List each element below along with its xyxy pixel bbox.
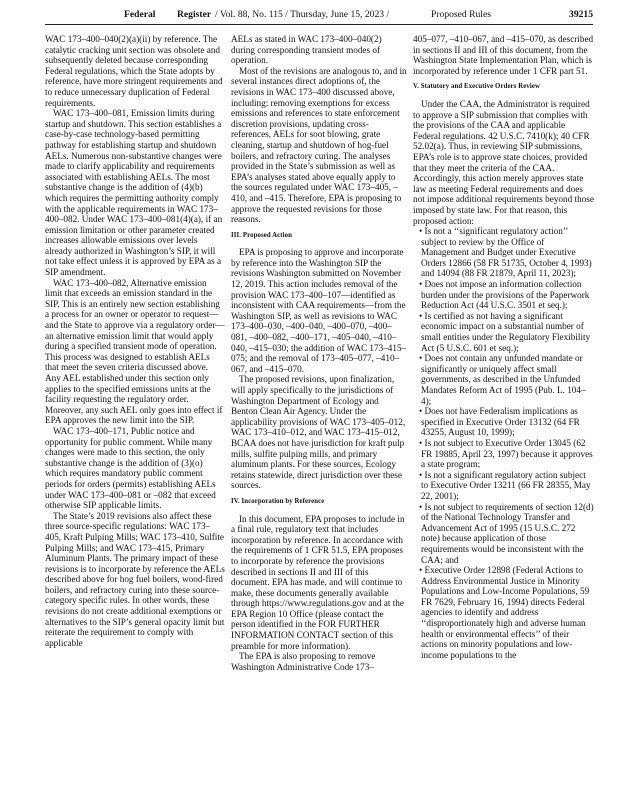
col1-para-1: WAC 173–400–040(2)(a)(ii) by reference. The catalytic cracking unit section was obsolete and subsequently deleted because corresponding Federal regulations, which the State adopts by reference, have more stringent requirements and to reduce unnecessary duplication of Federal requirements. bbox=[45, 34, 223, 108]
running-header bbox=[45, 6, 593, 24]
section-heading-statutory-review: V. Statutory and Executive Orders Review bbox=[413, 83, 540, 91]
bullet-item: • Is not a significant regulatory action subject to Executive Order 13211 (66 FR 28355, May 22, 2001); bbox=[419, 469, 591, 501]
column-3 bbox=[413, 34, 594, 660]
col2-para-1: AELs as stated in WAC 173–400–040(2) during corresponding transient modes of operation. bbox=[231, 34, 382, 66]
column-2 bbox=[231, 34, 407, 672]
bullet-item: • Does not impose an information collection burden under the provisions of the Paperwork Reduction Act (44 U.S.C. 3501 et seq.); bbox=[419, 279, 590, 311]
col1-para-5: The State’s 2019 revisions also affect these three source-specific regulations: WAC 173–405, Kraft Pulping Mills; WAC 173–410, Sulfite Pulping Mills; and WAC 173–415, Primary Aluminum Plants. The primary impact of these revisions is to incorporate by reference the AELs described above for hog fuel boilers, wood-fired boilers, and refractory curing into these source-category specific rules. In other words, these revisions do not create additional exemptions or alternatives to the SIP’s general opacity limit but reiterate the requirement to comply with applicable bbox=[45, 510, 225, 648]
col1-para-2: WAC 173–400–081, Emission limits during startup and shutdown. This section establishes a case-by-case technology-based permitting pathway for establishing startup and shutdown AELs. Numerous non-substantive changes were made to clarify applicability and requirements associated with establishing AELs. The most substantive change is the addition of (4)(b) which requires the permitting authority comply with the applicable requirements in WAC 173–400–082. Under WAC 173–400–081(4)(a), if an emission limitation or other parameter created increases allowable emissions over levels already authorized in Washington’s SIP, it will not take effect unless it is approved by EPA as a SIP amendment. bbox=[45, 108, 223, 278]
bullet-item: • Does not contain any unfunded mandate or significantly or uniquely affect small governments, as described in the Unfunded Mandates Reform Act of 1995 (Pub. L. 104–4); bbox=[419, 353, 586, 406]
col3-para-1: 405–077, –410–067, and –415–070, as described in sections II and III of this document, from the Washington State Implementation Plan, which is incorporated by reference under 1 CFR part 51. bbox=[413, 34, 594, 76]
bullet-item: • Is not a ‘‘significant regulatory action’’ subject to review by the Office of Management and Budget under Executive Orders 12866 (58 FR 51735, October 4, 1993) and 14094 (88 FR 21879, April 11, 2023); bbox=[419, 226, 592, 279]
column-1 bbox=[45, 34, 225, 648]
col2-para-5: In this document, EPA proposes to include in a final rule, regulatory text that includes incorporation by reference. In accordance with the requirements of 1 CFR 51.5, EPA proposes to incorporate by reference the provisions described in sections II and III of this document. EPA has made, and will continue to make, these documents generally available through https://www.regulations.gov and at the EPA Region 10 Office (please contact the person identified in the FOR FURTHER INFORMATION CONTACT section of this preamble for more information). bbox=[231, 513, 405, 651]
col2-para-6: The EPA is also proposing to remove Washington Administrative Code 173– bbox=[231, 651, 376, 672]
header-page-number: 39215 bbox=[569, 9, 593, 20]
bullet-item: • Is not subject to requirements of section 12(d) of the National Technology Transfer and Advancement Act of 1995 (15 U.S.C. 272 note) because application of those requirements would be inconsistent with the CAA; and bbox=[419, 501, 594, 565]
header-section: Proposed Rules bbox=[431, 9, 491, 20]
bullet-item: • Executive Order 12898 (Federal Actions to Address Environmental Justice in Minority Populations and Low-Income Populations, 59 FR 7629, February 16, 1994) directs Federal agencies to identify and address ‘‘disproportionately high and adverse human health or environmental effects’’ of their actions on minority populations and low-income populations to the bbox=[419, 565, 590, 660]
section-heading-incorporation: IV. Incorporation by Reference bbox=[231, 497, 325, 505]
header-volume-date: / Vol. 88, No. 115 / Thursday, June 15, 2023 / bbox=[215, 9, 390, 20]
col1-para-4: WAC 173–400–171, Public notice and opportunity for public comment. While many changes were made to this section, the only substantive change is the addition of (3)(o) which requires mandatory public comment periods for orders (permits) establishing AELs under WAC 173–400–081 or –082 that exceed otherwise SIP applicable limits. bbox=[45, 425, 216, 511]
header-register: Register bbox=[177, 9, 212, 20]
bullet-item: • Is not subject to Executive Order 13045 (62 FR 19885, April 23, 1997) because it approves a state program; bbox=[419, 437, 593, 470]
bullet-item: • Is certified as not having a significant economic impact on a substantial number of small entities under the Regulatory Flexibility Act (5 U.S.C. 601 et seq.); bbox=[419, 310, 591, 353]
bullet-item: • Does not have Federalism implications as specified in Executive Order 13132 (64 FR 43255, August 10, 1999); bbox=[419, 406, 580, 438]
col1-para-3: WAC 173–400–082, Alternative emission limit that exceeds an emission standard in the SIP. This is an entirely new section establishing a process for an owner or operator to request—and the State to approve via a regulatory order—an alternative emission limit that would apply during a specified transient mode of operation. This process was designed to establish AELs that meet the seven criteria discussed above. Any AEL established under this section only applies to the specified emissions units at the facility requesting the regulatory order. Moreover, any such AEL only goes into effect if EPA approves the new limit into the SIP. bbox=[45, 277, 225, 426]
col3-para-2: Under the CAA, the Administrator is required to approve a SIP submission that complies with the provisions of the CAA and applicable Federal regulations. 42 U.S.C. 7410(k); 40 CFR 52.02(a). Thus, in reviewing SIP submissions, EPA’s role is to approve state choices, provided that they meet the criteria of the CAA. Accordingly, this action merely approves state law as meeting Federal requirements and does not impose additional requirements beyond those imposed by state law. For that reason, this proposed action: bbox=[413, 98, 594, 226]
section-heading-proposed-action: III. Proposed Action bbox=[231, 231, 292, 239]
header-rule bbox=[45, 24, 593, 25]
col2-para-2: Most of the revisions are analogous to, and in several instances direct adoptions of, the revisions in WAC 173–400 discussed above, including: removing exemptions for excess emissions and references to state enforcement discretion provisions, updating cross-references, AELs for soot blowing, grate cleaning, startup and shutdown of hog-fuel boilers, and refractory curing. The analyses provided in the State’s submission as well as EPA’s analyses stated above equally apply to the sources regulated under WAC 173–405, –410, and –415. Therefore, EPA is proposing to approve the requested revisions for those reasons. bbox=[231, 65, 407, 225]
col2-para-3: EPA is proposing to approve and incorporate by reference into the Washington SIP the revisions Washington submitted on November 12, 2019. This action includes removal of the provision WAC 173–400–107—identified as inconsistent with CAA requirements—from the Washington SIP, as well as revisions to WAC 173–400–030, –400–040, –400–070, –400–081, –400–082, –400–171, –405–040, –410–040, –415–030; the addition of WAC 173–415–075; and the removal of 173–405–077, –410–067, and –415–070. bbox=[231, 247, 407, 374]
header-federal: Federal bbox=[124, 9, 156, 20]
col2-para-4: The proposed revisions, upon finalization, will apply specifically to the jurisdictions of Washington Department of Ecology and Benton Clean Air Agency. Under the applicability provisions of WAC 173–405–012, WAC 173–410–012, and WAC 173–415–012, BCAA does not have jurisdiction for kraft pulp mills, sulfite pulping mills, and primary aluminum plants. For these sources, Ecology retains statewide, direct jurisdiction over these sources. bbox=[231, 374, 406, 491]
